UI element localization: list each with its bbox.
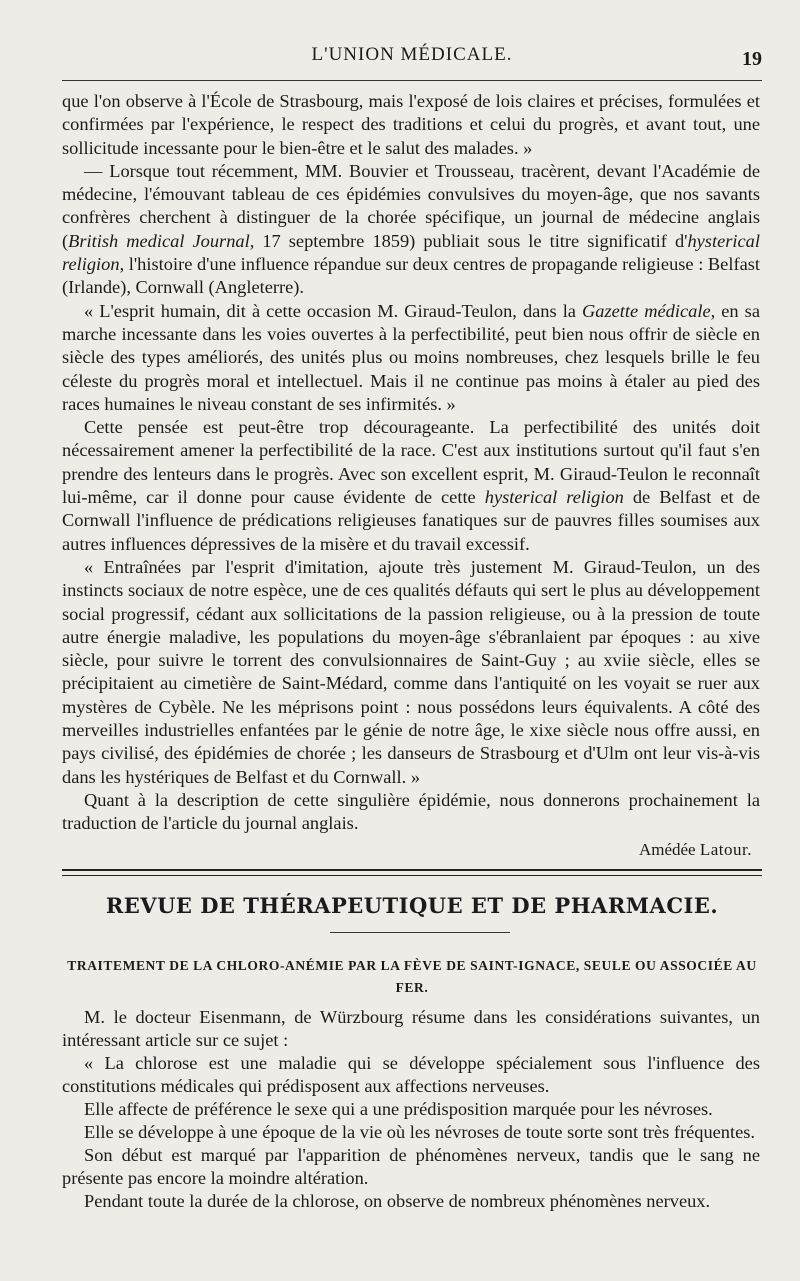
paragraph-4 <box>62 416 760 556</box>
second-paragraph-6: Pendant toute la durée de la chlorose, on observe de nombreux phénomènes nerveux. <box>84 1191 711 1211</box>
second-paragraph-1: M. le docteur Eisenmann, de Würzbourg résume dans les considérations suivantes, un intéressant article sur ce sujet : <box>62 1007 760 1050</box>
second-paragraph-4: Elle se développe à une époque de la vie où les névroses de toute sorte sont très fréquentes. <box>84 1122 756 1142</box>
author-first-name: Amédée <box>638 839 700 859</box>
paragraph-3-part-b: en sa marche incessante dans les voies ouvertes à la perfectibilité, peut bien nous offrir de siècle en siècle des types améliorés, des unités plus ou moins nombreuses, chez lesquels brille le feu céleste du progrès moral et intellectuel. Mais il ne continue pas moins à étaler au pied des races humaines le niveau constant de ses infirmités. » <box>62 300 760 414</box>
hysterical-religion-term: hysterical religion <box>62 230 760 275</box>
paragraph-2-part-b: 17 septembre 1859) publiait sous le titre significatif d' <box>254 230 688 251</box>
page-header <box>62 44 762 74</box>
second-article-body <box>62 1006 760 1213</box>
hysterical-religion-term-2: hysterical religion <box>484 487 624 508</box>
page-number: 19 <box>742 48 762 70</box>
gazette-title: Gazette médicale, <box>582 300 716 321</box>
paragraph-3 <box>62 300 760 416</box>
author-last-name: Latour. <box>699 839 752 859</box>
paragraph-2-part-c: , l'histoire d'une influence répandue sur deux centres de propagande religieuse : Belfast (Irlande), Cornwall (Angleterre). <box>62 254 760 298</box>
second-paragraph-2: « La chlorose est une maladie qui se développe spécialement sous l'influence des constitutions médicales qui prédisposent aux affections nerveuses. <box>62 1053 760 1096</box>
section-title: REVUE DE THÉRAPEUTIQUE ET DE PHARMACIE. <box>105 893 719 918</box>
paragraph-1: que l'on observe à l'École de Strasbourg, mais l'exposé de lois claires et précises, formulées et confirmées par l'expérience, le respect des traditions et celui du progrès, et avant tout, une sollicitude incessante pour le bien-être et le salut des malades. » <box>62 91 760 158</box>
running-title: L'UNION MÉDICALE. <box>311 44 513 65</box>
journal-title: British medical Journal, <box>68 230 255 251</box>
article-title: TRAITEMENT DE LA CHLORO-ANÉMIE PAR LA FÈVE DE SAINT-IGNACE, SEULE OU ASSOCIÉE AU FER. <box>67 958 757 995</box>
section-divider <box>62 869 762 876</box>
paragraph-2 <box>62 160 760 300</box>
second-paragraph-3: Elle affecte de préférence le sexe qui a une prédisposition marquée pour les névroses. <box>84 1099 713 1119</box>
paragraph-5: « Entraînées par l'esprit d'imitation, ajoute très justement M. Giraud-Teulon, un des instincts sociaux de notre espèce, une de ces qualités défauts qui sert le plus au développement social progressif, cédant aux sollicitations de la passion religieuse, ou à la pression de toute autre énergie maladive, les populations du moyen-âge s'ébranlaient par époques : au xive siècle, pour suivre le torrent des convulsionnaires de Saint-Guy ; au xviie siècle, elles se précipitaient au cimetière de Saint-Médard, comme dans l'antiquité on les voyait se ruer aux mystères de Cybèle. Ne les méprisons point : nous possédons leurs équivalents. A côté des merveilles industrielles enfantées par le génie de notre âge, le xixe siècle nous offre aussi, en pays civilisé, des épidémies de chorée ; les danseurs de Strasbourg et d'Ulm ont leur vis-à-vis dans les hystériques de Belfast et du Cornwall. » <box>62 556 760 787</box>
paragraph-6: Quant à la description de cette singulière épidémie, nous donnerons prochainement la traduction de l'article du journal anglais. <box>62 789 760 834</box>
paragraph-2-part-a: — Lorsque tout récemment, MM. Bouvier et Trousseau, tracèrent, devant l'Académie de médecine, l'émouvant tableau de ces épidémies convulsives du moyen-âge, que nos savants confrères cherchent à distinguer de la chorée spécifique, un journal de médecine anglais ( <box>62 160 760 251</box>
paragraph-4-part-b: de Belfast et de Cornwall l'influence de prédications religieuses fanatiques sur de pauvres filles soumises aux autres influences dépressives de la misère et du travail excessif. <box>62 487 760 554</box>
title-underline <box>330 932 510 933</box>
paragraph-4-part-a: Cette pensée est peut-être trop décourageante. La perfectibilité des unités doit nécessairement amener la perfectibilité de la race. C'est aux institutions surtout qu'il faut s'en prendre des lenteurs dans le progrès. Avec son excellent esprit, M. Giraud-Teulon le reconnaît lui-même, car il donne pour cause évidente de cette <box>62 417 760 508</box>
author-signature <box>62 838 752 861</box>
second-paragraph-5: Son début est marqué par l'apparition de phénomènes nerveux, tandis que le sang ne présente pas encore la moindre altération. <box>62 1145 760 1188</box>
article-body <box>62 90 760 861</box>
paragraph-3-part-a: « L'esprit humain, dit à cette occasion M. Giraud-Teulon, dans la <box>84 300 583 321</box>
header-rule <box>62 80 762 81</box>
